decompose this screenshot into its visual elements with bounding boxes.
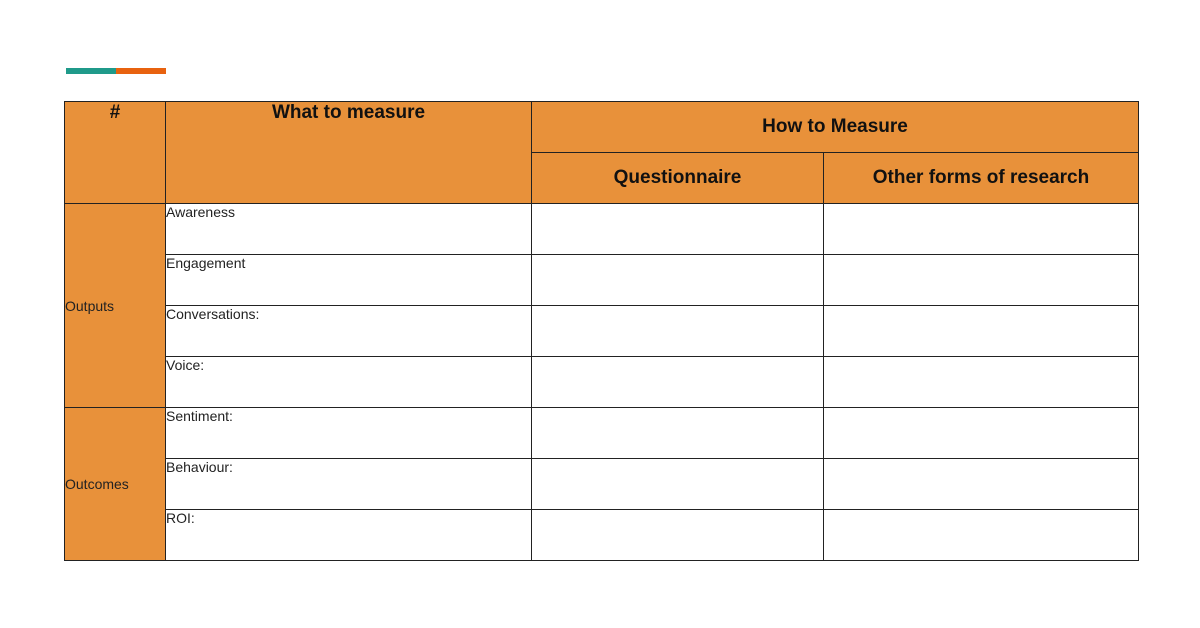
metric-label: Voice:	[166, 357, 532, 408]
other-research-cell[interactable]	[824, 204, 1139, 255]
metric-label: Awareness	[166, 204, 532, 255]
other-research-cell[interactable]	[824, 357, 1139, 408]
other-research-cell[interactable]	[824, 459, 1139, 510]
questionnaire-cell[interactable]	[532, 408, 824, 459]
header-row-top	[65, 102, 1139, 153]
metric-label: Conversations:	[166, 306, 532, 357]
accent-bar-teal-segment	[66, 68, 116, 74]
header-what-to-measure: What to measure	[166, 102, 532, 204]
questionnaire-cell[interactable]	[532, 510, 824, 561]
table-body	[65, 204, 1139, 561]
questionnaire-cell[interactable]	[532, 459, 824, 510]
metric-label: Behaviour:	[166, 459, 532, 510]
table-row	[65, 459, 1139, 510]
metric-label: Sentiment:	[166, 408, 532, 459]
table-row	[65, 510, 1139, 561]
other-research-cell[interactable]	[824, 255, 1139, 306]
questionnaire-cell[interactable]	[532, 204, 824, 255]
accent-bar	[66, 68, 166, 74]
questionnaire-cell[interactable]	[532, 255, 824, 306]
group-label-outputs: Outputs	[65, 204, 166, 408]
metric-label: ROI:	[166, 510, 532, 561]
metric-label: Engagement	[166, 255, 532, 306]
header-number: #	[65, 102, 166, 204]
other-research-cell[interactable]	[824, 408, 1139, 459]
header-questionnaire: Questionnaire	[532, 153, 824, 204]
table-row	[65, 204, 1139, 255]
table-row	[65, 357, 1139, 408]
accent-bar-orange-segment	[116, 68, 166, 74]
header-how-to-measure: How to Measure	[532, 102, 1139, 153]
other-research-cell[interactable]	[824, 510, 1139, 561]
other-research-cell[interactable]	[824, 306, 1139, 357]
table-row	[65, 306, 1139, 357]
questionnaire-cell[interactable]	[532, 306, 824, 357]
header-other-research: Other forms of research	[824, 153, 1139, 204]
measurement-table	[64, 101, 1139, 561]
questionnaire-cell[interactable]	[532, 357, 824, 408]
table-row	[65, 255, 1139, 306]
group-label-outcomes: Outcomes	[65, 408, 166, 561]
table-row	[65, 408, 1139, 459]
